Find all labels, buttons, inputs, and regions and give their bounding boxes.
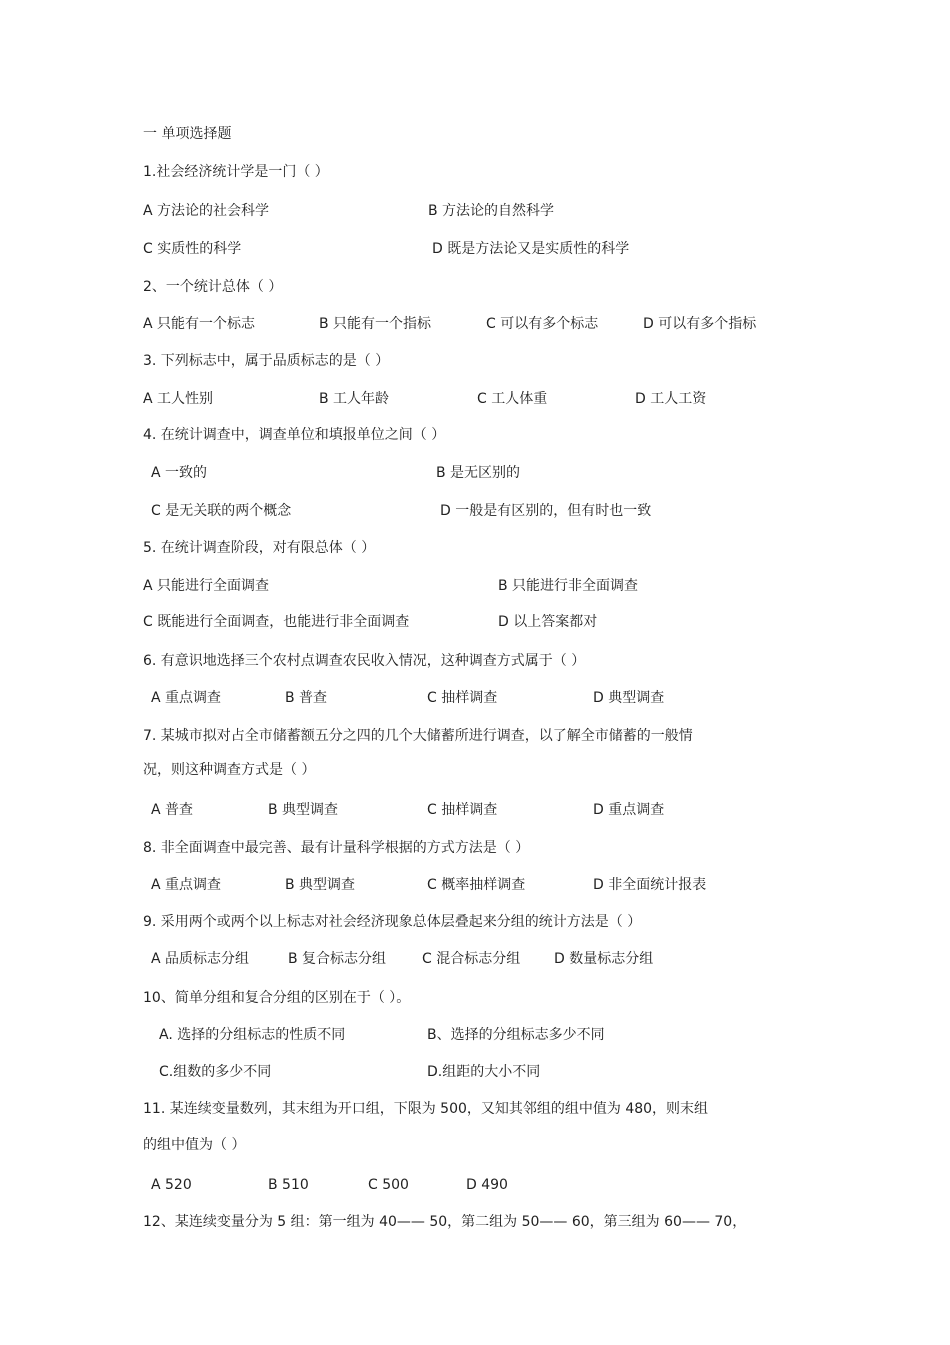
option-c: C 既能进行全面调查，也能进行非全面调查 <box>143 614 410 630</box>
option-c: C 抽样调查 <box>427 802 498 818</box>
option-b: B 是无区别的 <box>436 465 521 481</box>
question-stem: 9. 采用两个或两个以上标志对社会经济现象总体层叠起来分组的统计方法是（ ） <box>143 914 642 930</box>
option-a: A 只能有一个标志 <box>143 316 256 332</box>
option-c: C 实质性的科学 <box>143 241 242 257</box>
question-stem: 4. 在统计调查中，调查单位和填报单位之间（ ） <box>143 427 446 443</box>
option-a: A 品质标志分组 <box>151 951 250 967</box>
option-a: A 普查 <box>151 802 194 818</box>
question-stem-continued: 的组中值为（ ） <box>143 1137 246 1153</box>
option-b: B 典型调查 <box>268 802 339 818</box>
option-d: D 工人工资 <box>635 391 707 407</box>
option-b: B 工人年龄 <box>319 391 390 407</box>
option-c: C.组数的多少不同 <box>159 1064 272 1080</box>
option-b: B 510 <box>268 1177 309 1193</box>
option-a: A 方法论的社会科学 <box>143 203 270 219</box>
question-stem: 8. 非全面调查中最完善、最有计量科学根据的方式方法是（ ） <box>143 840 530 856</box>
question-stem: 5. 在统计调查阶段，对有限总体（ ） <box>143 540 376 556</box>
option-c: C 是无关联的两个概念 <box>151 503 292 519</box>
question-stem: 3. 下列标志中，属于品质标志的是（ ） <box>143 353 390 369</box>
option-d: D 可以有多个指标 <box>643 316 757 332</box>
question-stem: 2、一个统计总体（ ） <box>143 279 283 295</box>
option-c: C 工人体重 <box>477 391 548 407</box>
question-stem: 12、某连续变量分为 5 组：第一组为 40—— 50，第二组为 50—— 60，第三组为 60—— 70， <box>143 1214 747 1230</box>
option-c: C 可以有多个标志 <box>486 316 599 332</box>
option-d: D 典型调查 <box>593 690 665 706</box>
option-b: B、选择的分组标志多少不同 <box>427 1027 605 1043</box>
option-d: D 以上答案都对 <box>498 614 598 630</box>
question-stem: 1.社会经济统计学是一门（ ） <box>143 164 329 180</box>
question-stem: 7. 某城市拟对占全市储蓄额五分之四的几个大储蓄所进行调查，以了解全市储蓄的一般情 <box>143 728 693 744</box>
option-a: A. 选择的分组标志的性质不同 <box>159 1027 346 1043</box>
question-stem: 6. 有意识地选择三个农村点调查农民收入情况，这种调查方式属于（ ） <box>143 653 586 669</box>
question-stem-continued: 况，则这种调查方式是（ ） <box>143 762 316 778</box>
section-title: 一 单项选择题 <box>143 126 232 142</box>
option-d: D 数量标志分组 <box>554 951 654 967</box>
option-b: B 方法论的自然科学 <box>428 203 555 219</box>
option-c: C 概率抽样调查 <box>427 877 526 893</box>
option-b: B 普查 <box>285 690 328 706</box>
option-d: D 一般是有区别的，但有时也一致 <box>440 503 652 519</box>
option-d: D.组距的大小不同 <box>427 1064 541 1080</box>
option-b: B 典型调查 <box>285 877 356 893</box>
question-stem: 10、简单分组和复合分组的区别在于（ ）。 <box>143 990 411 1006</box>
option-c: C 混合标志分组 <box>422 951 521 967</box>
option-d: D 非全面统计报表 <box>593 877 707 893</box>
option-d: D 重点调查 <box>593 802 665 818</box>
option-a: A 只能进行全面调查 <box>143 578 270 594</box>
option-b: B 只能进行非全面调查 <box>498 578 639 594</box>
option-a: A 520 <box>151 1177 192 1193</box>
option-b: B 只能有一个指标 <box>319 316 432 332</box>
question-stem: 11. 某连续变量数列，其末组为开口组，下限为 500，又知其邻组的组中值为 480，则末组 <box>143 1101 709 1117</box>
option-a: A 重点调查 <box>151 877 222 893</box>
option-d: D 490 <box>466 1177 508 1193</box>
option-c: C 抽样调查 <box>427 690 498 706</box>
option-a: A 重点调查 <box>151 690 222 706</box>
option-b: B 复合标志分组 <box>288 951 387 967</box>
option-c: C 500 <box>368 1177 409 1193</box>
option-d: D 既是方法论又是实质性的科学 <box>432 241 630 257</box>
option-a: A 工人性别 <box>143 391 214 407</box>
option-a: A 一致的 <box>151 465 208 481</box>
